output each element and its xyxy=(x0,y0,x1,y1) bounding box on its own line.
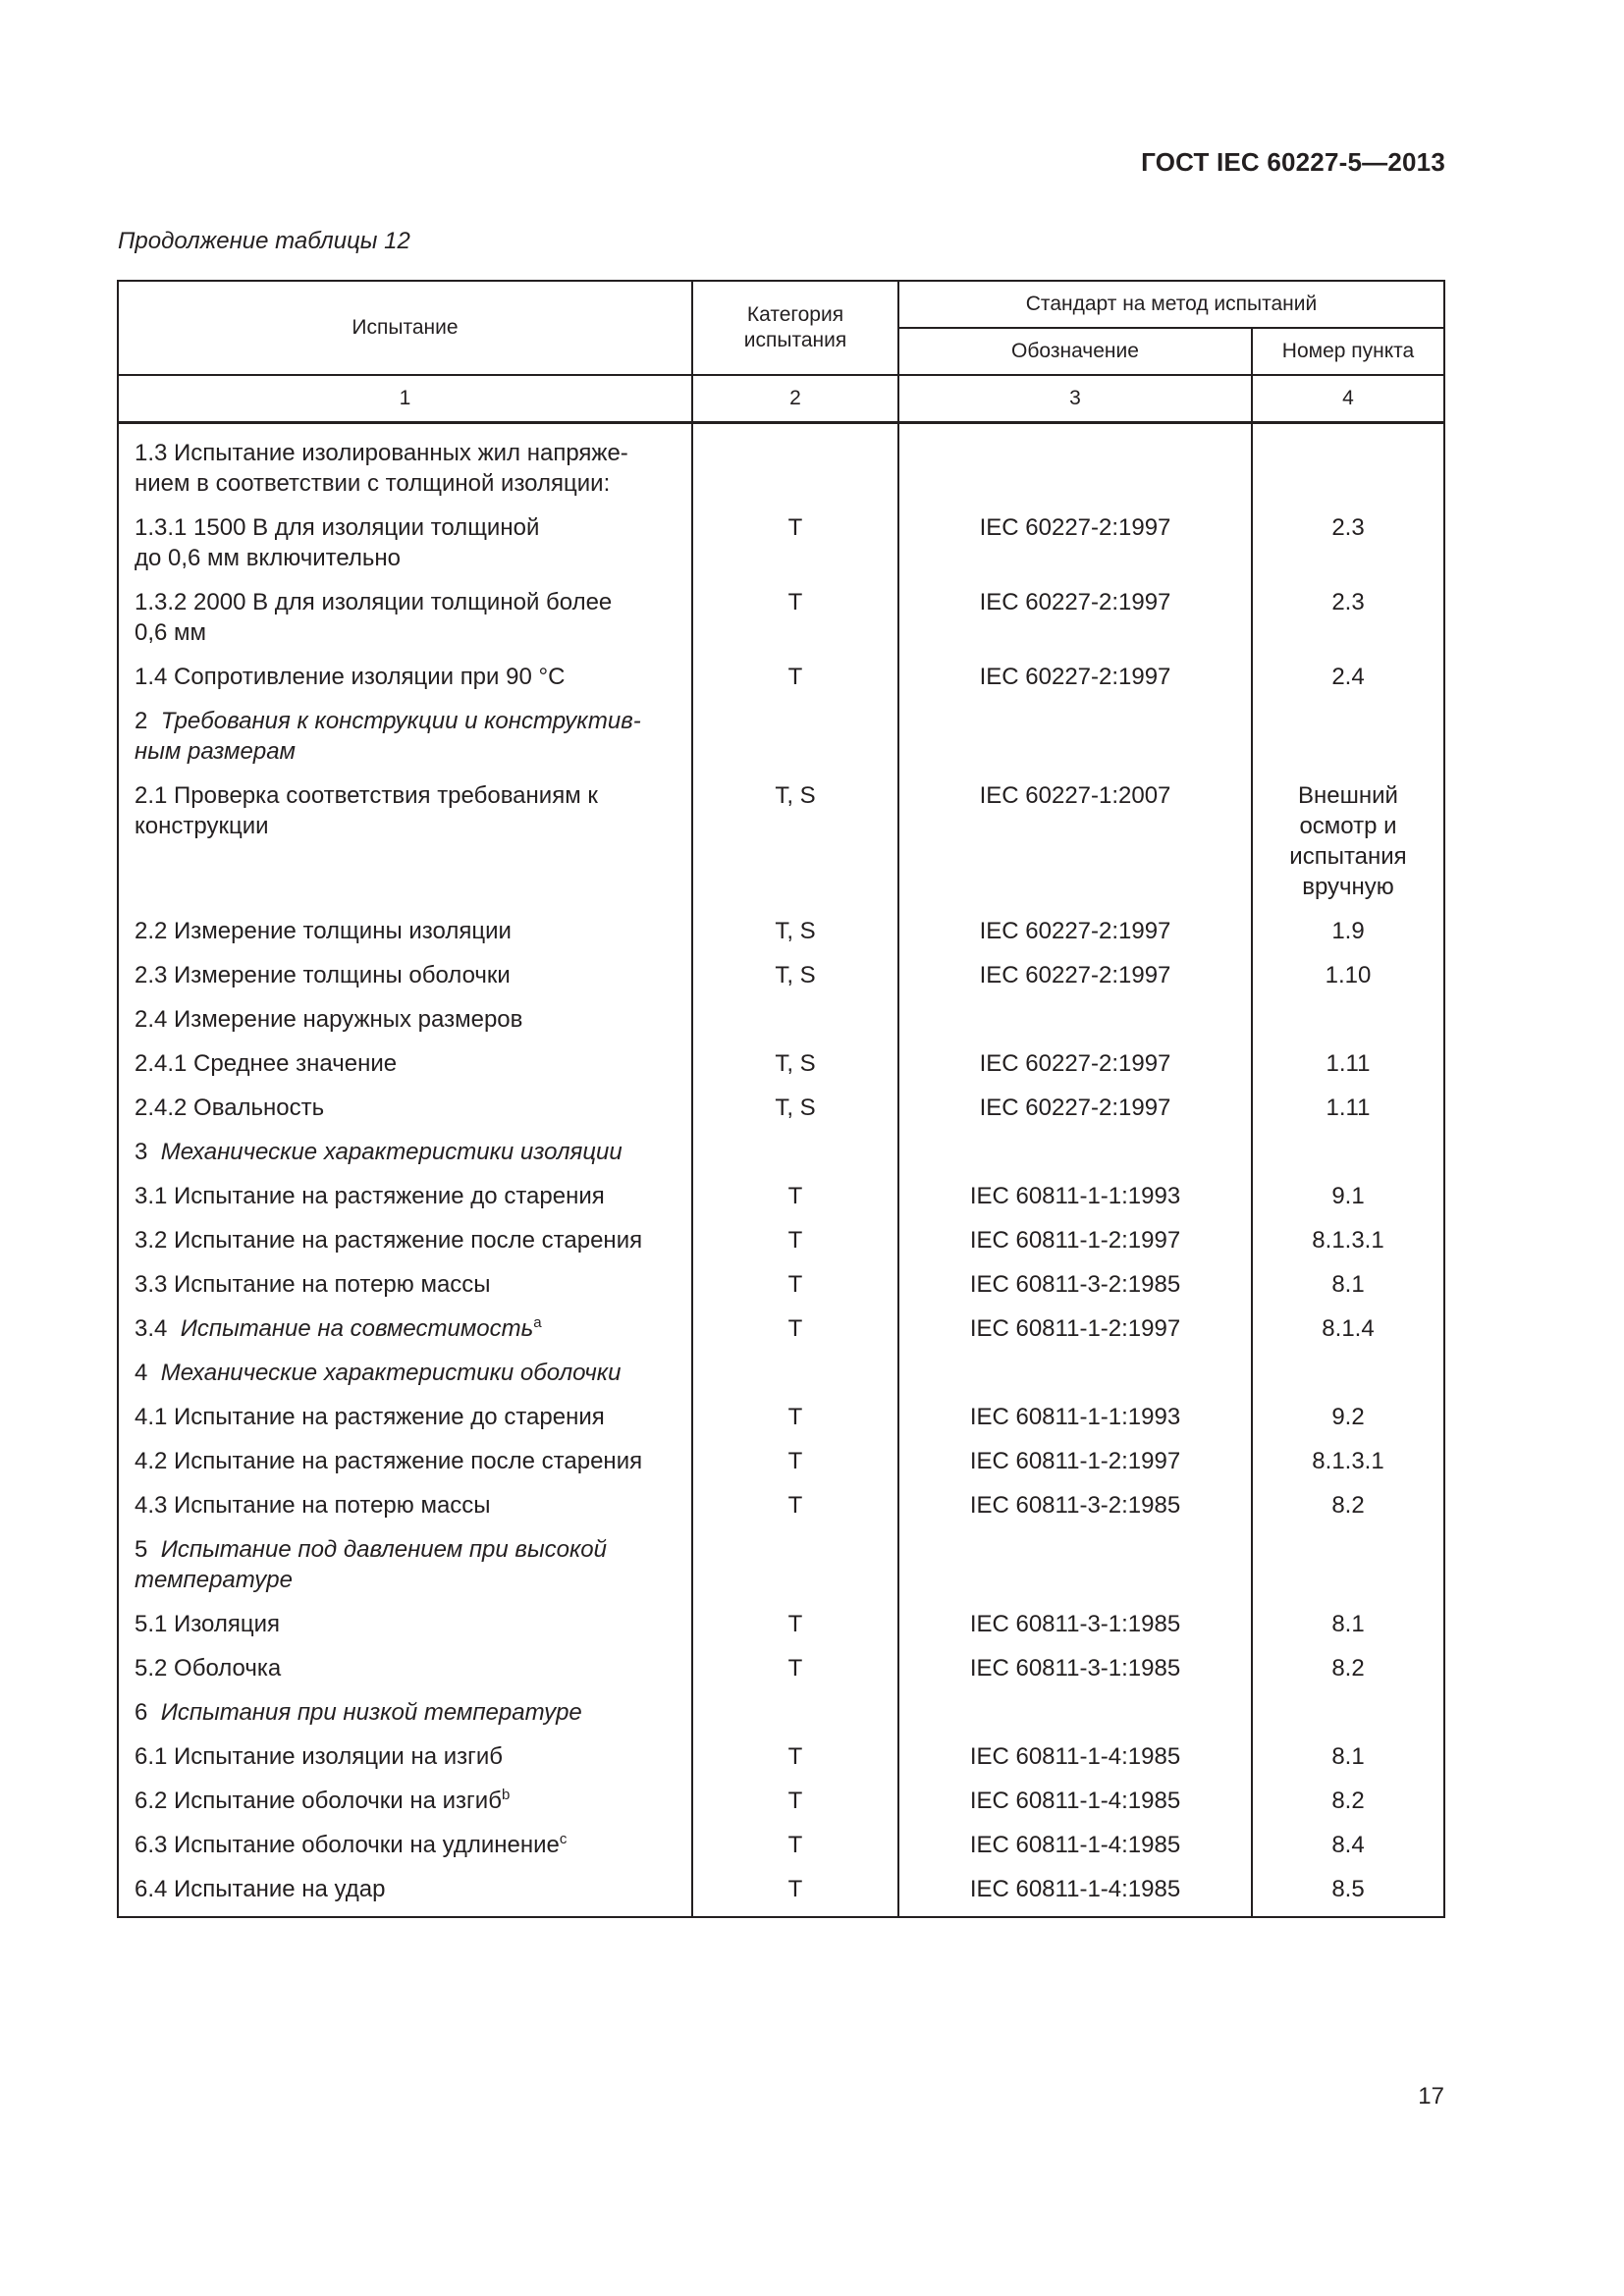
cell-test xyxy=(118,1647,692,1691)
cell-category: Т, S xyxy=(692,910,898,954)
cell-test xyxy=(118,1396,692,1440)
cell-standard xyxy=(898,1131,1252,1175)
section-title: Механические характеристики оболочки xyxy=(160,1360,622,1386)
cell-category xyxy=(692,700,898,774)
cell-clause: 8.1.3.1 xyxy=(1252,1440,1444,1484)
cell-test xyxy=(118,910,692,954)
table-row xyxy=(118,1780,1444,1824)
cell-category xyxy=(692,1691,898,1735)
test-name: 6.3 Испытание оболочки на удлинение xyxy=(135,1832,560,1858)
page-number: 17 xyxy=(1418,2083,1444,2109)
cell-standard: IEC 60227-2:1997 xyxy=(898,656,1252,700)
test-name: 5.1 Изоляция xyxy=(135,1611,280,1637)
section-number: 3 xyxy=(135,1139,148,1165)
test-name: 1.3 Испытание изолированных жил напряже- нием в соответствии с толщиной изоляции: xyxy=(135,440,628,497)
section-number: 4 xyxy=(135,1360,148,1386)
cell-standard xyxy=(898,1352,1252,1396)
cell-test xyxy=(118,700,692,774)
table-row xyxy=(118,1131,1444,1175)
cell-standard: IEC 60811-3-2:1985 xyxy=(898,1484,1252,1528)
cell-standard: IEC 60811-1-2:1997 xyxy=(898,1440,1252,1484)
table-row xyxy=(118,1042,1444,1087)
test-name: 2.1 Проверка соответствия требованиям к конструкции xyxy=(135,782,598,839)
table-row xyxy=(118,423,1444,507)
table-row xyxy=(118,998,1444,1042)
table-row xyxy=(118,700,1444,774)
cell-clause xyxy=(1252,1352,1444,1396)
footnote-marker: c xyxy=(559,1831,568,1847)
test-name: 6.4 Испытание на удар xyxy=(135,1876,386,1902)
cell-test xyxy=(118,1691,692,1735)
section-title: Испытания при низкой температуре xyxy=(160,1699,582,1726)
cell-test xyxy=(118,1087,692,1131)
table-row xyxy=(118,1484,1444,1528)
section-number: 2 xyxy=(135,708,148,734)
test-name: 1.3.2 2000 В для изоляции толщиной более 0,6 мм xyxy=(135,589,613,646)
test-name: 2.2 Измерение толщины изоляции xyxy=(135,918,512,944)
section-title: Испытание на совместимость xyxy=(180,1315,534,1342)
cell-clause xyxy=(1252,423,1444,507)
cell-category: Т, S xyxy=(692,954,898,998)
cell-category: Т xyxy=(692,1868,898,1917)
cell-test xyxy=(118,1131,692,1175)
cell-category xyxy=(692,1131,898,1175)
test-name: 3.3 Испытание на потерю массы xyxy=(135,1271,491,1298)
cell-category: Т xyxy=(692,507,898,581)
cell-clause: 1.9 xyxy=(1252,910,1444,954)
cell-category: Т xyxy=(692,1603,898,1647)
cell-test xyxy=(118,1780,692,1824)
cell-test xyxy=(118,1308,692,1352)
cell-test xyxy=(118,1263,692,1308)
cell-category xyxy=(692,423,898,507)
section-number: 5 xyxy=(135,1536,148,1563)
table-row xyxy=(118,1396,1444,1440)
cell-test xyxy=(118,1735,692,1780)
cell-test xyxy=(118,423,692,507)
header-test: Испытание xyxy=(118,281,692,375)
cell-category: Т xyxy=(692,656,898,700)
cell-clause: 2.3 xyxy=(1252,507,1444,581)
table-row xyxy=(118,774,1444,910)
table-row xyxy=(118,954,1444,998)
cell-clause: 2.4 xyxy=(1252,656,1444,700)
table-row xyxy=(118,1647,1444,1691)
cell-clause: 8.1 xyxy=(1252,1603,1444,1647)
table-row xyxy=(118,656,1444,700)
cell-category: Т, S xyxy=(692,774,898,910)
cell-category: Т xyxy=(692,1308,898,1352)
cell-standard: IEC 60811-1-4:1985 xyxy=(898,1735,1252,1780)
cell-clause: 1.10 xyxy=(1252,954,1444,998)
table-header xyxy=(118,281,1444,423)
cell-standard: IEC 60811-1-2:1997 xyxy=(898,1308,1252,1352)
test-name: 2.4 Измерение наружных размеров xyxy=(135,1006,523,1033)
table-row xyxy=(118,1868,1444,1917)
table-row xyxy=(118,1735,1444,1780)
cell-category: Т xyxy=(692,1263,898,1308)
table-row xyxy=(118,1219,1444,1263)
cell-test xyxy=(118,1440,692,1484)
cell-category: Т xyxy=(692,1396,898,1440)
cell-test xyxy=(118,1219,692,1263)
cell-clause: 8.1.4 xyxy=(1252,1308,1444,1352)
header-category: Категория испытания xyxy=(692,281,898,375)
header-standard: Стандарт на метод испытаний xyxy=(898,281,1444,328)
cell-standard: IEC 60811-1-1:1993 xyxy=(898,1396,1252,1440)
cell-clause: 8.5 xyxy=(1252,1868,1444,1917)
cell-category: Т xyxy=(692,1440,898,1484)
cell-category xyxy=(692,998,898,1042)
cell-category: Т xyxy=(692,1824,898,1868)
cell-category xyxy=(692,1528,898,1603)
column-number: 2 xyxy=(692,375,898,423)
footnote-marker: a xyxy=(533,1314,542,1331)
cell-standard: IEC 60811-1-4:1985 xyxy=(898,1868,1252,1917)
cell-standard xyxy=(898,700,1252,774)
cell-category: Т xyxy=(692,1219,898,1263)
cell-test xyxy=(118,1528,692,1603)
cell-category: Т xyxy=(692,1484,898,1528)
test-name: 6.2 Испытание оболочки на изгиб xyxy=(135,1788,502,1814)
cell-clause: 8.2 xyxy=(1252,1484,1444,1528)
table-row xyxy=(118,1603,1444,1647)
cell-clause: 8.1 xyxy=(1252,1735,1444,1780)
cell-standard: IEC 60227-2:1997 xyxy=(898,1087,1252,1131)
cell-category xyxy=(692,1352,898,1396)
cell-test xyxy=(118,1352,692,1396)
cell-standard: IEC 60227-1:2007 xyxy=(898,774,1252,910)
cell-clause: 8.1 xyxy=(1252,1263,1444,1308)
test-name: 6.1 Испытание изоляции на изгиб xyxy=(135,1743,504,1770)
cell-test xyxy=(118,774,692,910)
table-row xyxy=(118,1087,1444,1131)
cell-clause xyxy=(1252,1691,1444,1735)
document-code: ГОСТ IEC 60227-5—2013 xyxy=(1141,147,1445,177)
table-row xyxy=(118,910,1444,954)
cell-clause: 1.11 xyxy=(1252,1087,1444,1131)
section-title: Механические характеристики изоляции xyxy=(160,1139,623,1165)
cell-standard xyxy=(898,1528,1252,1603)
test-name: 1.3.1 1500 В для изоляции толщиной до 0,6 мм включительно xyxy=(135,514,540,571)
footnote-marker: b xyxy=(501,1787,511,1803)
cell-test xyxy=(118,998,692,1042)
cell-test xyxy=(118,1824,692,1868)
table-row xyxy=(118,581,1444,656)
table-row xyxy=(118,1352,1444,1396)
table-body xyxy=(118,423,1444,1918)
cell-standard: IEC 60811-1-4:1985 xyxy=(898,1780,1252,1824)
cell-standard: IEC 60227-2:1997 xyxy=(898,1042,1252,1087)
table-row xyxy=(118,1440,1444,1484)
cell-standard xyxy=(898,423,1252,507)
cell-clause xyxy=(1252,1528,1444,1603)
cell-standard: IEC 60227-2:1997 xyxy=(898,507,1252,581)
table-row xyxy=(118,1308,1444,1352)
cell-category: Т, S xyxy=(692,1087,898,1131)
table-row xyxy=(118,1263,1444,1308)
section-title: Требования к конструкции и конструктив- ным размерам xyxy=(135,708,641,765)
cell-clause: 1.11 xyxy=(1252,1042,1444,1087)
cell-standard xyxy=(898,998,1252,1042)
cell-clause: 8.1.3.1 xyxy=(1252,1219,1444,1263)
cell-clause: 8.4 xyxy=(1252,1824,1444,1868)
cell-standard: IEC 60227-2:1997 xyxy=(898,910,1252,954)
table-row xyxy=(118,1528,1444,1603)
cell-standard: IEC 60227-2:1997 xyxy=(898,581,1252,656)
cell-test xyxy=(118,1603,692,1647)
header-designation: Обозначение xyxy=(898,328,1252,375)
section-title: Испытание под давлением при высокой температуре xyxy=(135,1536,607,1593)
cell-standard: IEC 60811-1-2:1997 xyxy=(898,1219,1252,1263)
cell-standard: IEC 60811-1-1:1993 xyxy=(898,1175,1252,1219)
table-row xyxy=(118,1824,1444,1868)
cell-standard: IEC 60811-1-4:1985 xyxy=(898,1824,1252,1868)
cell-clause: 2.3 xyxy=(1252,581,1444,656)
cell-test xyxy=(118,656,692,700)
cell-category: Т, S xyxy=(692,1042,898,1087)
section-number: 6 xyxy=(135,1699,148,1726)
cell-test xyxy=(118,1868,692,1917)
cell-test xyxy=(118,581,692,656)
cell-category: Т xyxy=(692,1175,898,1219)
test-name: 2.4.1 Среднее значение xyxy=(135,1050,398,1077)
section-number: 3.4 xyxy=(135,1315,168,1342)
cell-clause: 9.1 xyxy=(1252,1175,1444,1219)
cell-clause: 8.2 xyxy=(1252,1647,1444,1691)
test-name: 2.4.2 Овальность xyxy=(135,1095,325,1121)
test-table xyxy=(117,280,1445,1918)
column-number: 4 xyxy=(1252,375,1444,423)
cell-standard xyxy=(898,1691,1252,1735)
test-name: 4.1 Испытание на растяжение до старения xyxy=(135,1404,605,1430)
cell-standard: IEC 60811-3-1:1985 xyxy=(898,1647,1252,1691)
cell-clause xyxy=(1252,700,1444,774)
cell-clause: 8.2 xyxy=(1252,1780,1444,1824)
test-name: 2.3 Измерение толщины оболочки xyxy=(135,962,511,988)
table-caption: Продолжение таблицы 12 xyxy=(118,228,410,254)
cell-standard: IEC 60811-3-2:1985 xyxy=(898,1263,1252,1308)
table-row xyxy=(118,1175,1444,1219)
cell-category: Т xyxy=(692,1735,898,1780)
cell-clause: Внешний осмотр и испытания вручную xyxy=(1252,774,1444,910)
cell-test xyxy=(118,507,692,581)
cell-test xyxy=(118,1175,692,1219)
cell-test xyxy=(118,1042,692,1087)
cell-clause: 9.2 xyxy=(1252,1396,1444,1440)
cell-test xyxy=(118,1484,692,1528)
cell-category: Т xyxy=(692,1780,898,1824)
column-number: 3 xyxy=(898,375,1252,423)
cell-category: Т xyxy=(692,1647,898,1691)
cell-standard: IEC 60227-2:1997 xyxy=(898,954,1252,998)
cell-test xyxy=(118,954,692,998)
cell-category: Т xyxy=(692,581,898,656)
test-name: 4.3 Испытание на потерю массы xyxy=(135,1492,491,1519)
cell-clause xyxy=(1252,1131,1444,1175)
table-row xyxy=(118,507,1444,581)
test-name: 5.2 Оболочка xyxy=(135,1655,282,1682)
test-name: 3.2 Испытание на растяжение после старения xyxy=(135,1227,643,1254)
header-clause-number: Номер пункта xyxy=(1252,328,1444,375)
test-name: 3.1 Испытание на растяжение до старения xyxy=(135,1183,605,1209)
cell-standard: IEC 60811-3-1:1985 xyxy=(898,1603,1252,1647)
test-name: 1.4 Сопротивление изоляции при 90 °С xyxy=(135,664,566,690)
cell-clause xyxy=(1252,998,1444,1042)
test-name: 4.2 Испытание на растяжение после старения xyxy=(135,1448,643,1474)
column-number: 1 xyxy=(118,375,692,423)
table-row xyxy=(118,1691,1444,1735)
